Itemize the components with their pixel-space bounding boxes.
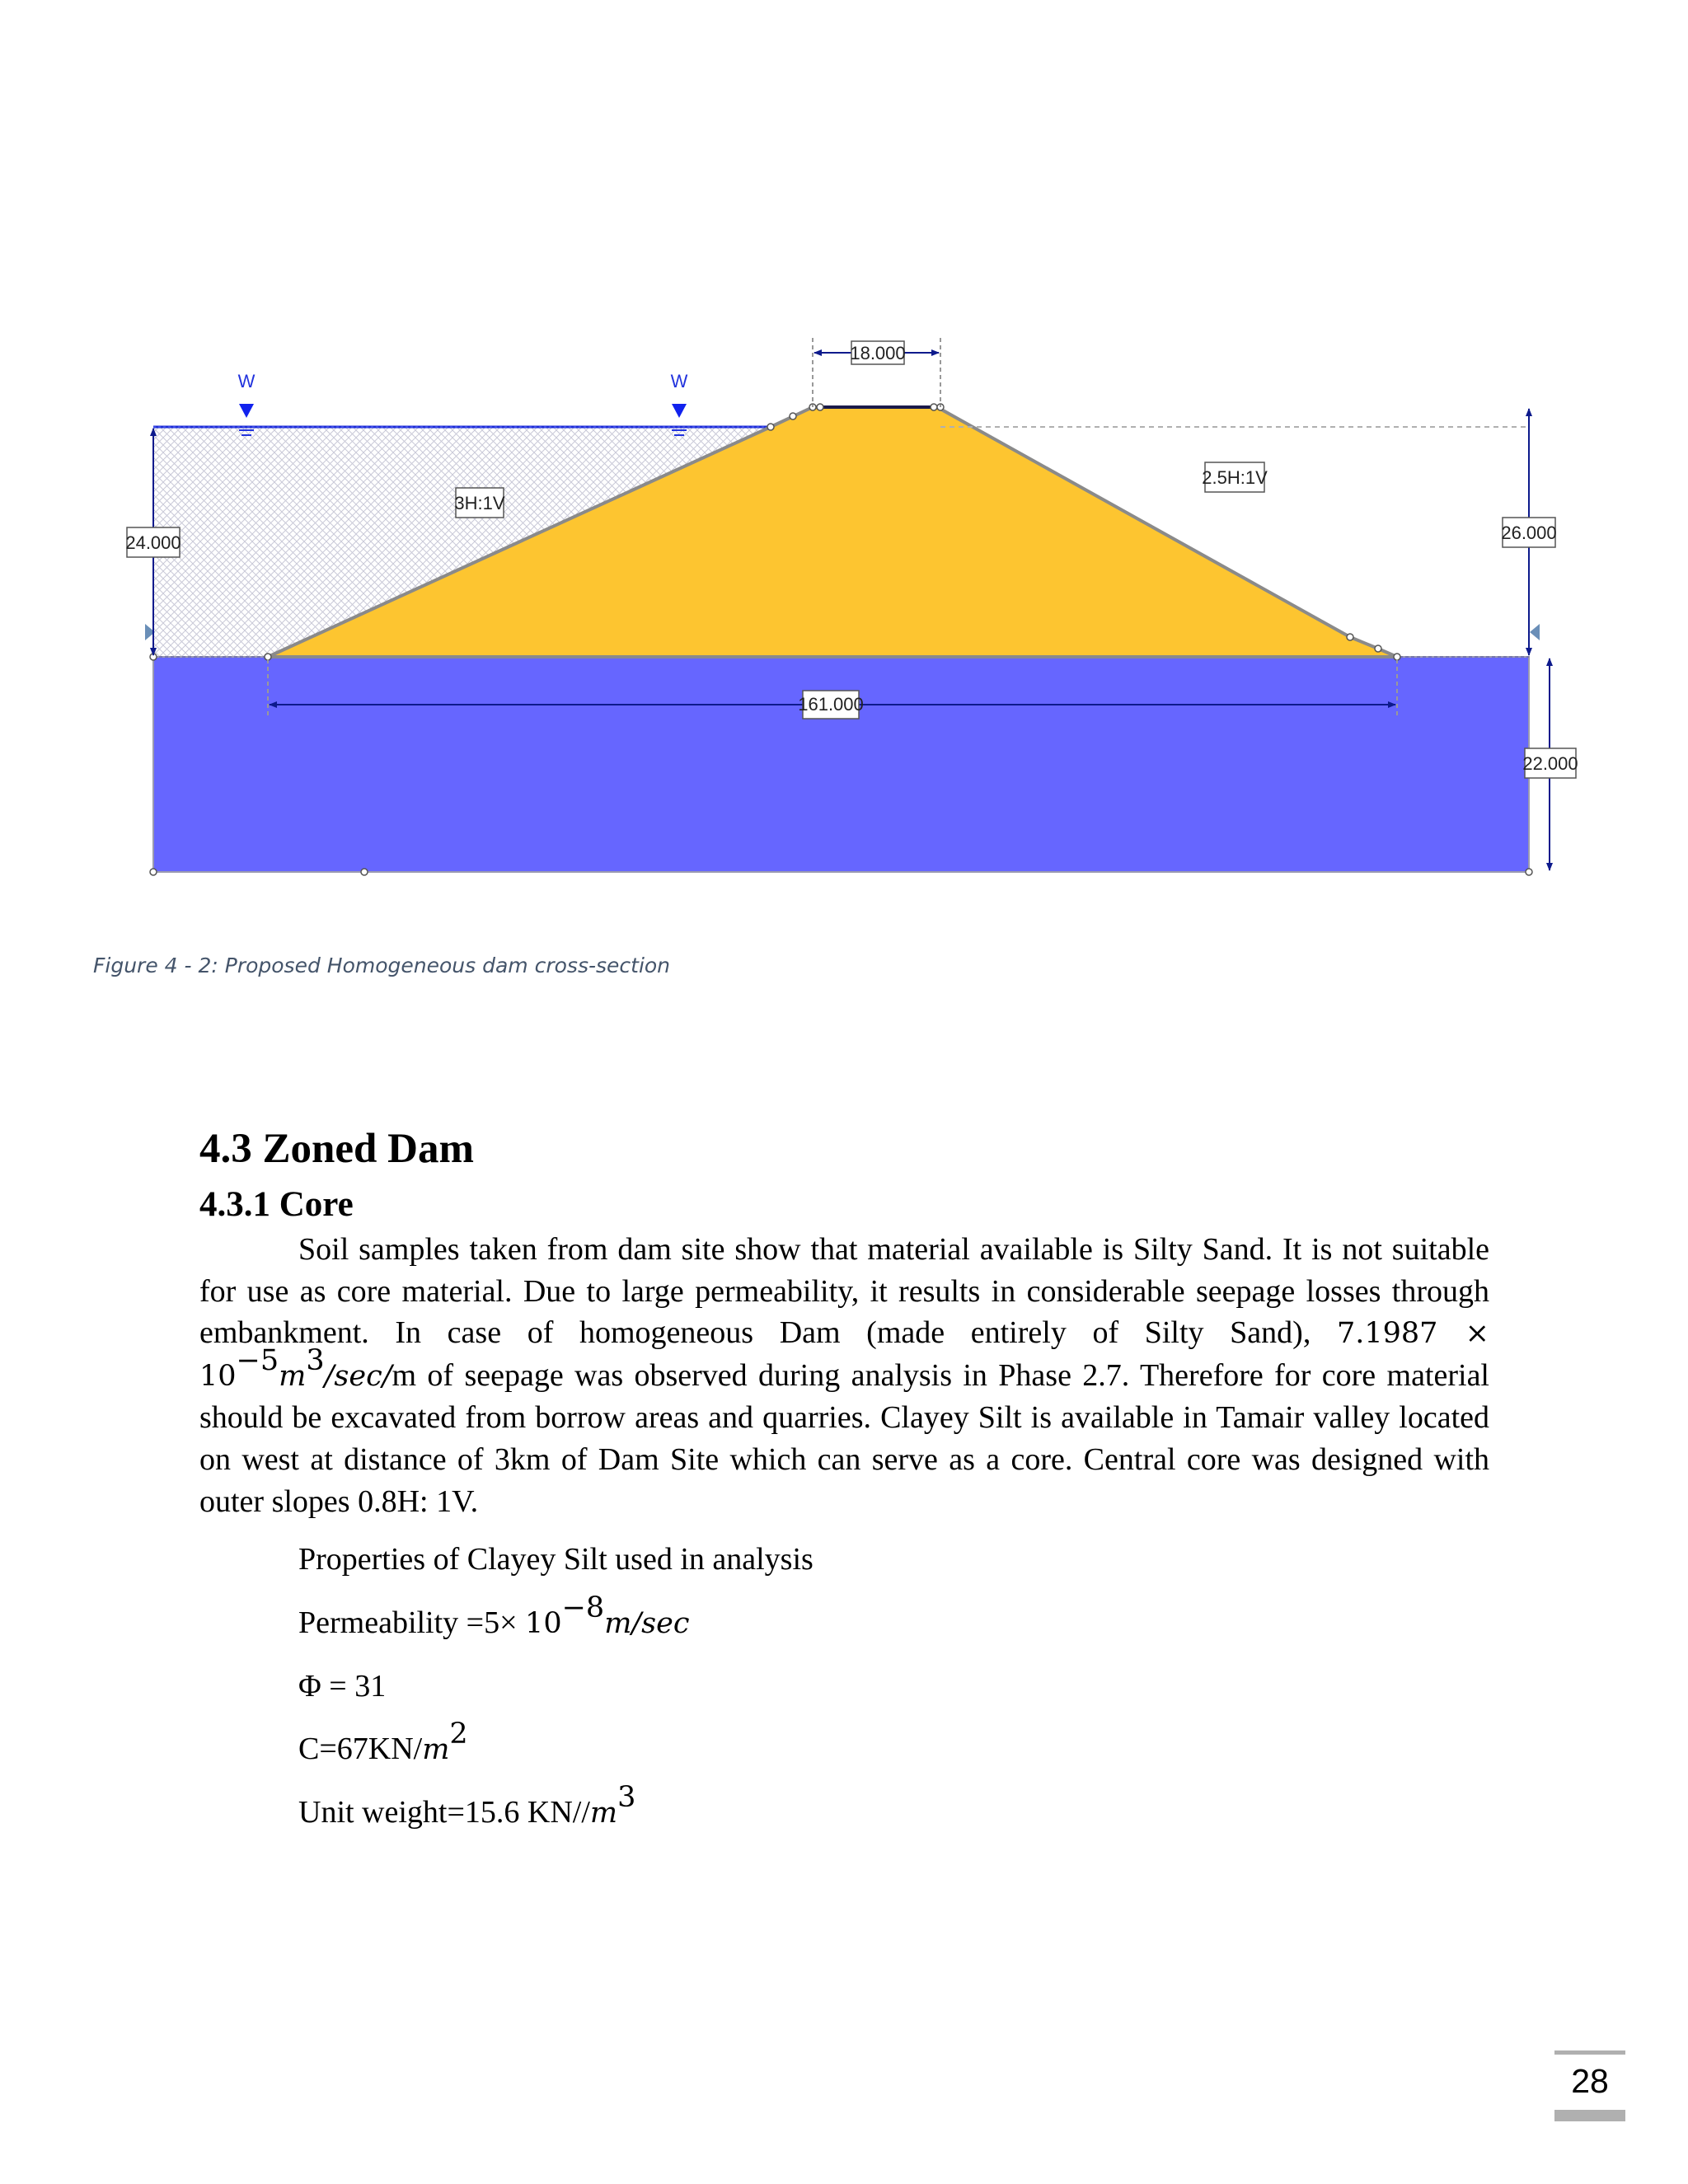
seepage-coefficient: 7.1987 × 10: [199, 1317, 1489, 1393]
paragraph-text-2: m of seepage was observed during analysis in Phase 2.7. Therefore for core material should be excavated from borrow areas and quarries. Clayey Silt is available in Tamair valley located on west at distance of 3km of Dam Site which can serve as a core. Central core was designed with outer slopes 0.8H: 1V.: [199, 1357, 1489, 1519]
boundary-marker-right: [1530, 624, 1540, 640]
phi-line: Φ = 31: [298, 1668, 387, 1704]
properties-list: [298, 1541, 814, 1858]
seepage-unit-m: m: [279, 1359, 307, 1393]
upstream-height-label: 24.000: [125, 532, 181, 553]
water-marker-right: [671, 371, 688, 435]
properties-heading: Properties of Clayey Silt used in analysis: [298, 1542, 814, 1577]
unit-weight-line: Unit weight=15.6 $KN//m^3$: [298, 1781, 636, 1830]
foundation-depth-label: 22.000: [1522, 753, 1578, 774]
figure-caption: Figure 4 - 2: Proposed Homogeneous dam cross-section: [93, 954, 671, 977]
page-number-bottom-bar: [1554, 2110, 1625, 2121]
dam-cross-section-figure: [0, 0, 1688, 940]
cohesion-line: $C=67KN/m^2$: [298, 1718, 468, 1767]
page-number: 28: [1571, 2062, 1609, 2100]
body-paragraph: [199, 1229, 1489, 1522]
foundation-layer: [153, 657, 1529, 872]
svg-text:W: W: [237, 371, 256, 391]
water-marker-left: [238, 371, 256, 435]
downstream-height-label: 26.000: [1501, 523, 1557, 543]
page-number-top-rule: [1554, 2050, 1625, 2055]
paragraph-text-1: Soil samples taken from dam site show that material available is Silty Sand. It is not suitable for use as core material. Due to large permeability, it results in considerable seepage losses through embankment. In case of homogeneous Dam (made entirely of Silty Sand),: [199, 1232, 1489, 1351]
crest-width-label: 18.000: [850, 343, 906, 363]
svg-text:W: W: [670, 371, 688, 391]
page-number-block: [1554, 2050, 1625, 2154]
section-title: 4.3 Zoned Dam: [199, 1126, 474, 1172]
permeability-line: Permeability $=5\times 10^{-8}m/\sec$: [298, 1591, 690, 1640]
seepage-exponent: −5: [236, 1343, 279, 1377]
upstream-slope-label: 3H:1V: [454, 493, 505, 513]
subsection-title: 4.3.1 Core: [199, 1185, 354, 1224]
seepage-unit-exponent: 3: [306, 1343, 325, 1377]
seepage-unit-sec: /sec/: [324, 1359, 392, 1393]
downstream-slope-label: 2.5H:1V: [1202, 467, 1268, 488]
base-length-label: 161.000: [798, 694, 864, 715]
